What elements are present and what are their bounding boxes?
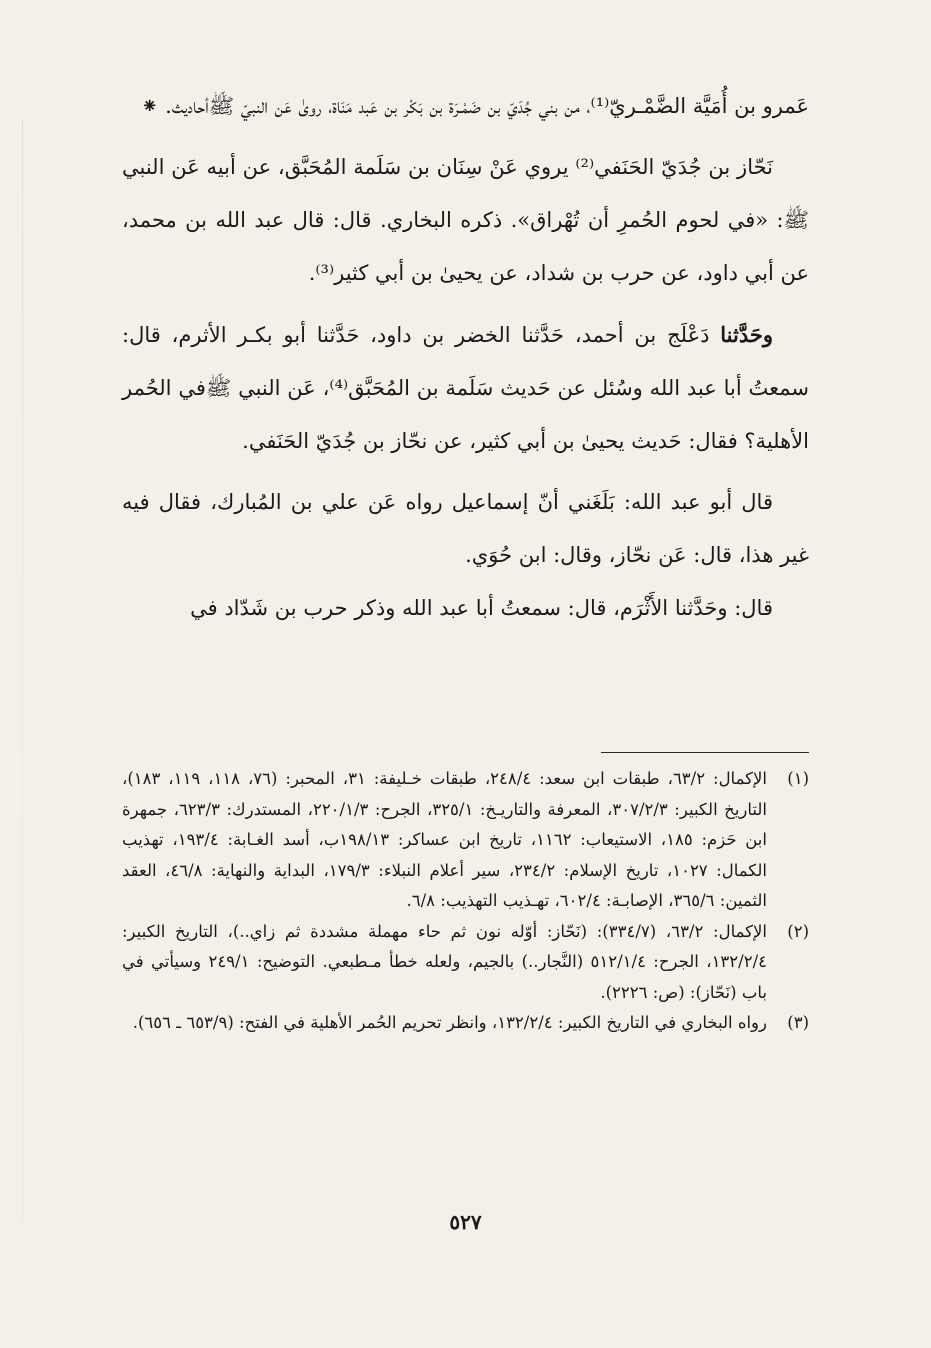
footnote-3-number: (٣) <box>787 1013 809 1032</box>
page-number: ٥٢٧ <box>449 1210 482 1234</box>
footnote-separator <box>601 752 809 753</box>
paragraph-2: نَحّاز بن جُدَيّ الحَنَفي⁽²⁾ يروي عَنْ سِنَان بن سَلَمة المُحَبَّق، عن أبيه عَن النبي ﷺ: «في لحوم الحُمرِ أن تُهْراق». ذكره البخاري. قال: قال عبد الله بن محمد، عن أبي داود، عن حرب بن شداد، عن يحيىٰ بن أبي كثير⁽³⁾. <box>122 155 809 285</box>
footnote-1-number: (١) <box>787 769 809 788</box>
footnote-3-text: رواه البخاري في التاريخ الكبير: ١٣٢/٢/٤، وانظر تحريم الحُمر الأهلية في الفتح: (٦٥٣/٩ ـ ٦٥٦). <box>132 1013 767 1032</box>
footnote-1 <box>122 764 809 917</box>
footnote-2 <box>122 917 809 1009</box>
main-text <box>122 80 809 635</box>
paragraph-3 <box>122 308 809 468</box>
page-edge-shadow <box>22 120 23 1220</box>
paragraph-3-body: دَعْلَج بن أحمد، حَدَّثنا الخضر بن داود، حَدَّثنا أبو بكـر الأثرم، قال: سمعتُ أبا عبد الله وسُئل عن حَديث سَلَمة بن المُحَبَّق⁽⁴⁾، عَن النبي ﷺفي الحُمر الأهلية؟ فقال: حَديث يحيىٰ بن أبي كثير، عن نحّاز بن جُدَيّ الحَنَفي. <box>122 323 810 453</box>
paragraph-1: عَمرو بن أُمَيَّة الضَّمْـريّ⁽¹⁾، من بني جُدَيّ بن ضَمْـرَة بن بَكْر بن عَبد مَنَاة، روىٰ عَن النبيّ ﷺأحاديث. ⁕ <box>140 94 809 118</box>
footnote-3 <box>122 1008 809 1039</box>
footnote-2-text: الإكمال: ٦٣/٢، (٣٣٤/٧): (نَحّاز: أوّله نون ثم حاء مهملة مشددة ثم زاي..)، التاريخ الكبير: ١٣٢/٢/٤، الجرح: ٥١٢/١/٤ (النَّجار..) بالجيم، ولعله خطأ مـطبعي. التوضيح: ٢٤٩/١ وسيأتي في باب (نَحّاز): (ص: ٢٢٢٦). <box>122 921 767 1002</box>
paragraph-5: قال: وحَدَّثنا الأَثْرَم، قال: سمعتُ أبا عبد الله وذكر حرب بن شَدّاد في <box>190 596 773 620</box>
footnote-2-number: (٢) <box>787 921 809 941</box>
footnotes <box>122 764 809 1039</box>
paragraph-4: قال أبو عبد الله: بَلَغَني أنّ إسماعيل رواه عَن علي بن المُبارك، فقال فيه غير هذا، قال: عَن نحّاز، وقال: ابن حُوَي. <box>122 490 809 567</box>
footnote-1-text: الإكمال: ٦٣/٢، طبقات ابن سعد: ٢٤٨/٤، طبقات خـليفة: ٣١، المحبر: (٧٦، ١١٨، ١١٩، ١٨٣)، التاريخ الكبير: ٣٠٧/٢/٣، المعرفة والتاريـخ: ٣٢٥/١، الجرح: ٢٢٠/١/٣، المستدرك: ٦٢٣/٣، جمهرة ابن حَزم: ١٨٥، الاستيعاب: ١١٦٢، تاريخ ابن عساكر: ١٩٨/١٣ب، أسد الغـابة: ١٩٣/٤، تهذيب الكمال: ١٠٢٧، تاريخ الإسلام: ٢٣٤/٢، سير أعلام النبلاء: ١٧٩/٣، البداية والنهاية: ٤٦/٨، العقد الثمين: ٣٦٥/٦، الإصابـة: ٦٠٢/٤، تهـذيب التهذيب: ٦/٨. <box>122 769 767 910</box>
paragraph-3-lead: وحَدَّثنا <box>720 322 773 347</box>
